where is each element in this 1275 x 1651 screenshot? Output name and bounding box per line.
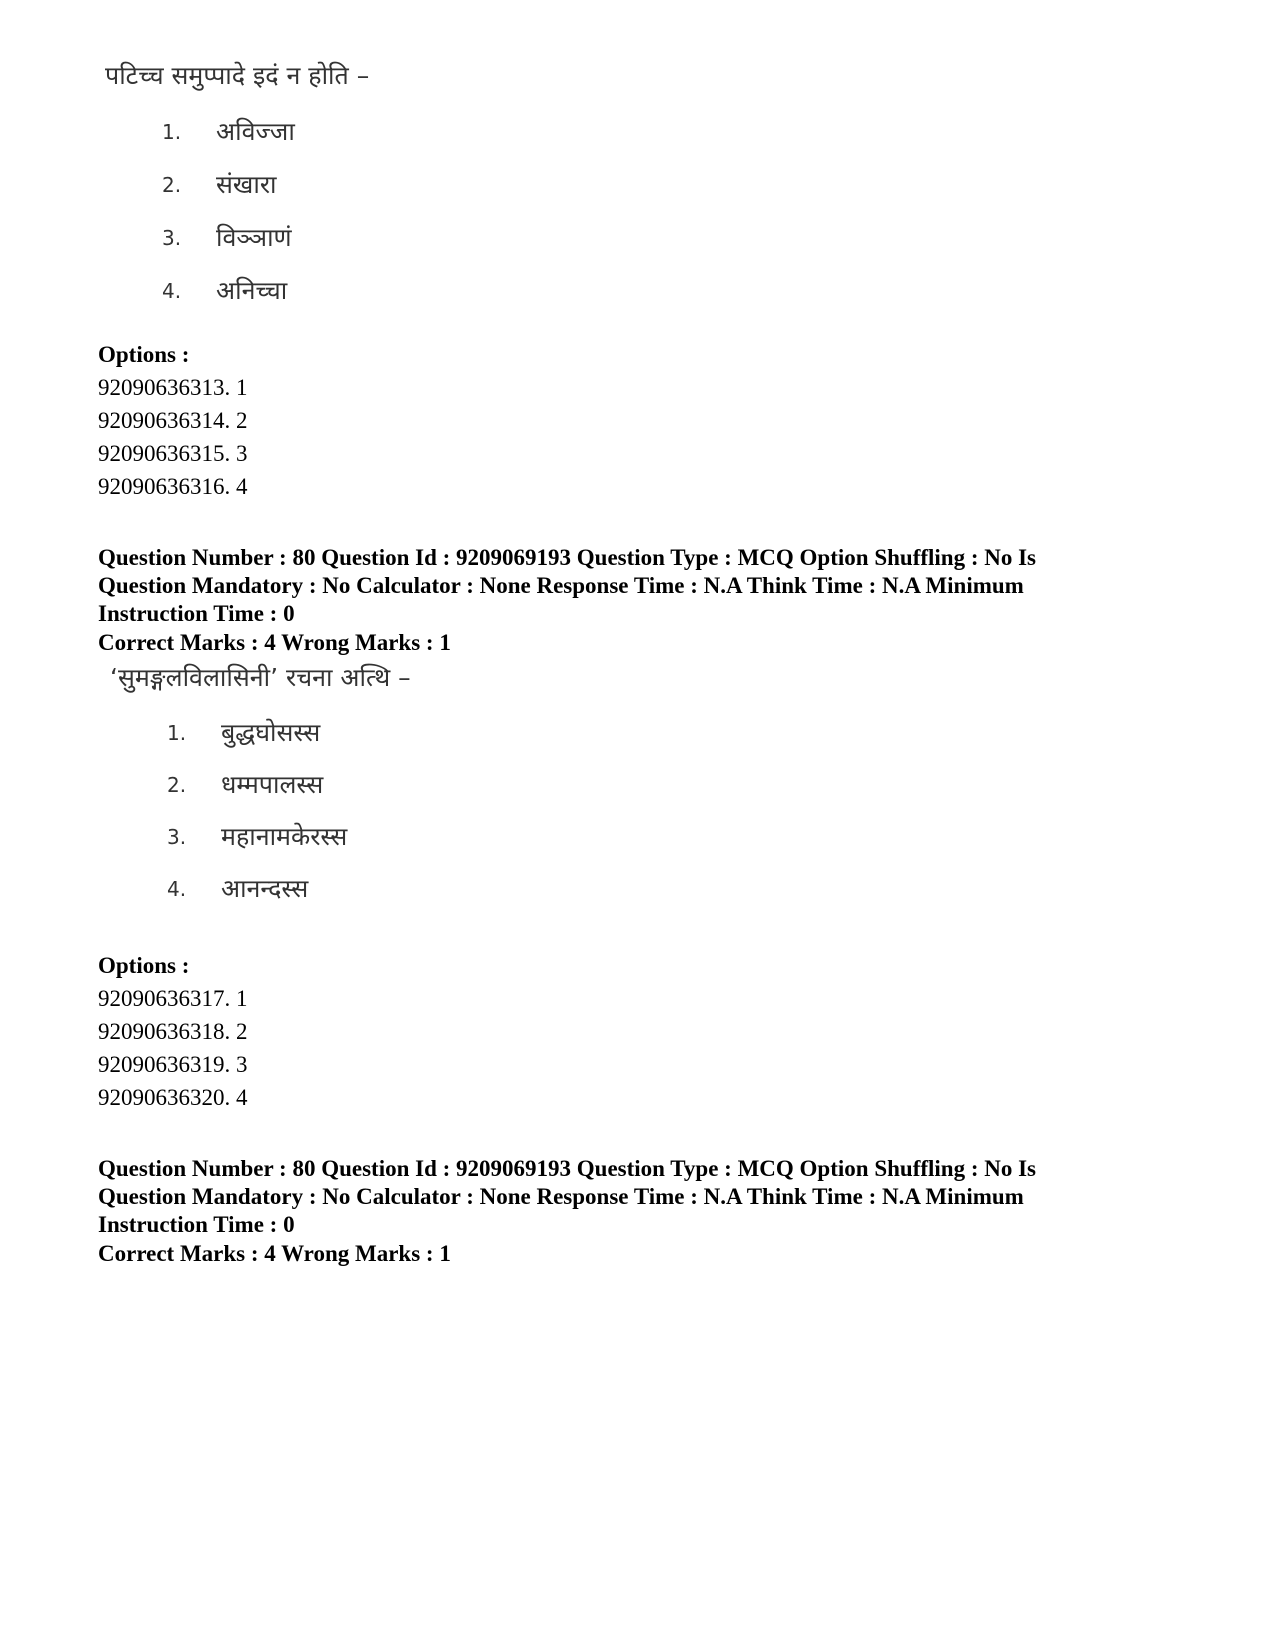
choice-number: 1. [162, 120, 182, 144]
choice-number: 3. [162, 226, 182, 250]
meta-line: Question Mandatory : No Calculator : None Response Time : N.A Think Time : N.A Minimum [98, 573, 1024, 598]
choice-text: धम्मपालस्स [221, 770, 324, 799]
choice-text: बुद्धघोसस्स [221, 718, 321, 747]
choice-text: संखारा [216, 170, 277, 199]
choice-text: अविज्जा [216, 117, 295, 146]
choice-text: अनिच्चा [216, 276, 288, 305]
question-stem: पटिच्च समुप्पादे इदं न होति – [105, 61, 370, 90]
option-line: 92090636314. 2 [98, 408, 248, 433]
choice-number: 4. [162, 279, 182, 303]
option-line: 92090636317. 1 [98, 986, 248, 1011]
option-line: 92090636320. 4 [98, 1085, 248, 1110]
choice-text: विञ्ञाणं [216, 223, 292, 252]
option-line: 92090636318. 2 [98, 1019, 248, 1044]
marks-line: Correct Marks : 4 Wrong Marks : 1 [98, 1241, 451, 1266]
choice-text: महानामकेरस्स [221, 822, 348, 851]
options-label: Options : [98, 953, 190, 978]
option-line: 92090636313. 1 [98, 375, 248, 400]
question-meta [98, 544, 1138, 628]
meta-line: Instruction Time : 0 [98, 1212, 295, 1237]
meta-line: Question Number : 80 Question Id : 9209069193 Question Type : MCQ Option Shuffling : No Is [98, 1156, 1037, 1181]
choice-number: 3. [167, 825, 187, 849]
meta-line: Question Mandatory : No Calculator : None Response Time : N.A Think Time : N.A Minimum [98, 1184, 1024, 1209]
question-image-2 [110, 662, 510, 922]
options-label: Options : [98, 342, 190, 367]
question-image-1 [105, 60, 505, 320]
choice-text: आनन्दस्स [221, 874, 309, 903]
choice-number: 1. [167, 721, 187, 745]
meta-line: Instruction Time : 0 [98, 601, 295, 626]
marks-line: Correct Marks : 4 Wrong Marks : 1 [98, 630, 451, 655]
choice-number: 2. [162, 173, 182, 197]
choice-number: 4. [167, 877, 187, 901]
meta-line: Question Number : 80 Question Id : 9209069193 Question Type : MCQ Option Shuffling : No Is [98, 545, 1037, 570]
question-stem: ‘सुमङ्गलविलासिनी’ रचना अत्थि – [110, 663, 411, 692]
choice-number: 2. [167, 773, 187, 797]
question-meta [98, 1155, 1138, 1239]
option-line: 92090636319. 3 [98, 1052, 248, 1077]
option-line: 92090636315. 3 [98, 441, 248, 466]
option-line: 92090636316. 4 [98, 474, 248, 499]
